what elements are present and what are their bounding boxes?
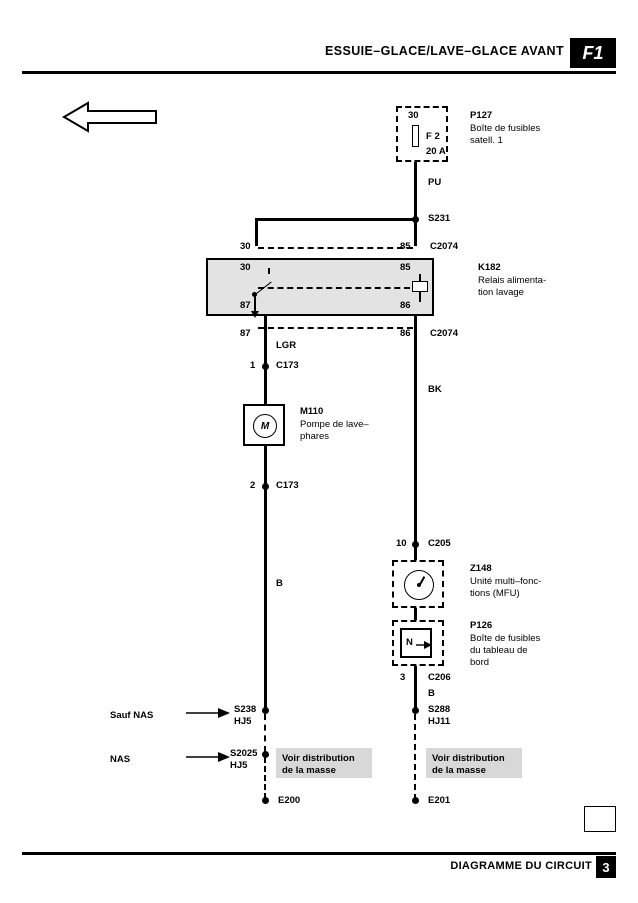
wire-color-b-left: B — [276, 578, 283, 589]
wire-color-pu: PU — [428, 177, 442, 188]
splice-s288-label: S288 — [428, 704, 451, 715]
splice-s2025-label: S2025 — [230, 748, 258, 759]
wire-s231-to-k182-pin85 — [414, 218, 417, 246]
m110-id: M110 — [300, 406, 324, 417]
wire-k182-87-to-c173 — [264, 316, 267, 366]
ground-distribution-note-left — [276, 748, 372, 778]
k182-coil-top-lead — [419, 274, 421, 282]
ground-note-left-line1: Voir distribution — [282, 753, 355, 764]
ground-e200-node — [262, 797, 269, 804]
wire-s231-to-k182-pin30 — [255, 218, 258, 246]
ground-e201-node — [412, 797, 419, 804]
p126-desc-line1: Boîte de fusibles — [470, 633, 541, 644]
wire-c173-to-s238 — [264, 488, 267, 710]
page-title: ESSUIE–GLACE/LAVE–GLACE AVANT — [325, 44, 564, 58]
k182-desc-line2: tion lavage — [478, 287, 524, 298]
k182-coil-bottom-lead — [419, 292, 421, 302]
splice-s288-node — [412, 707, 419, 714]
ground-e200-label: E200 — [278, 795, 301, 806]
p126-arrow-icon — [416, 637, 432, 655]
k182-pin-30-top: 30 — [240, 241, 251, 252]
k182-pin30-internal-lead — [268, 268, 270, 274]
wire-s2025-to-e200-dashed — [264, 757, 266, 799]
section-badge: F1 — [570, 38, 616, 68]
ground-e201-label: E201 — [428, 795, 451, 806]
m110-desc-line2: phares — [300, 431, 330, 442]
p126-desc-line3: bord — [470, 657, 490, 668]
ground-distribution-note-right — [426, 748, 522, 778]
wire-z148-to-p126 — [414, 608, 417, 620]
p127-fuse-name: F 2 — [426, 131, 440, 142]
p126-desc-line2: du tableau de — [470, 645, 528, 656]
wire-k182-86-down — [414, 316, 417, 542]
header-rule — [22, 71, 616, 74]
p127-pin-30: 30 — [408, 110, 419, 121]
p127-desc-line1: Boîte de fusibles — [470, 123, 541, 134]
wire-p127-to-s231 — [414, 162, 417, 220]
p127-id: P127 — [470, 110, 493, 121]
footer-empty-box — [584, 806, 616, 832]
k182-conn-left-top: C2074 — [430, 241, 458, 252]
splice-s238-label: S238 — [234, 704, 257, 715]
m110-conn-out: C173 — [276, 480, 299, 491]
k182-pin-87-out: 87 — [240, 328, 251, 339]
p127-desc-line2: satell. 1 — [470, 135, 503, 146]
wire-p126-to-c206 — [414, 666, 417, 712]
k182-connector-dash-bottom — [258, 327, 413, 329]
m110-conn-in: C173 — [276, 360, 299, 371]
footer-title: DIAGRAMME DU CIRCUIT — [450, 860, 592, 872]
k182-pin-85-inner: 85 — [400, 262, 411, 273]
ground-note-right-line1: Voir distribution — [432, 753, 505, 764]
sauf-nas-arrow-icon — [186, 706, 230, 724]
p127-fuse-rating: 20 A — [426, 146, 446, 157]
k182-coil-icon — [412, 281, 428, 292]
m110-pin-in: 1 — [250, 360, 256, 371]
p126-pin-out: 3 — [400, 672, 406, 683]
ground-note-left-line2: de la masse — [282, 765, 336, 776]
k182-pin-87-inner: 87 — [240, 300, 251, 311]
wire-s238-to-s2025-dashed — [264, 714, 266, 752]
k182-conn-right-bottom: C2074 — [430, 328, 458, 339]
splice-s2025-sub: HJ5 — [230, 760, 248, 771]
splice-s238-sub: HJ5 — [234, 716, 252, 727]
z148-desc-line1: Unité multi–fonc- — [470, 576, 542, 587]
ground-note-right-line2: de la masse — [432, 765, 486, 776]
p126-symbol: N — [406, 637, 413, 648]
nas-arrow-icon — [186, 750, 230, 768]
p126-conn-out: C206 — [428, 672, 451, 683]
k182-contact-arrow-icon — [250, 305, 260, 323]
wire-color-lgr: LGR — [276, 340, 297, 351]
splice-s231-label: S231 — [428, 213, 451, 224]
wire-c205-to-z148 — [414, 546, 417, 560]
splice-s288-sub: HJ11 — [428, 716, 451, 727]
wire-color-b-right: B — [428, 688, 435, 699]
note-nas: NAS — [110, 754, 131, 765]
z148-id: Z148 — [470, 563, 492, 574]
note-sauf-nas: Sauf NAS — [110, 710, 154, 721]
wire-c173-to-m110 — [264, 368, 267, 404]
k182-pin-85-top: 85 — [400, 241, 411, 252]
footer-page-number: 3 — [596, 856, 616, 878]
k182-desc-line1: Relais alimenta- — [478, 275, 547, 286]
z148-desc-line2: tions (MFU) — [470, 588, 520, 599]
wire-color-bk: BK — [428, 384, 442, 395]
m110-desc-line1: Pompe de lave– — [300, 419, 369, 430]
m110-pin-out: 2 — [250, 480, 256, 491]
wire-s288-to-e201-dashed — [414, 714, 416, 800]
z148-gauge-icon — [404, 570, 434, 600]
k182-pin-86-inner: 86 — [400, 300, 411, 311]
continuation-arrow-icon — [62, 100, 158, 139]
m110-motor-icon: M — [253, 414, 277, 438]
k182-connector-dash-top — [258, 247, 413, 249]
z148-conn-in: C205 — [428, 538, 451, 549]
k182-pin-86-out: 86 — [400, 328, 411, 339]
k182-mechanical-link-dash — [258, 287, 410, 289]
p126-id: P126 — [470, 620, 493, 631]
k182-pin-30-inner: 30 — [240, 262, 251, 273]
wire-m110-to-c173-out — [264, 446, 267, 484]
splice-s238-node — [262, 707, 269, 714]
footer-rule — [22, 852, 616, 855]
k182-id: K182 — [478, 262, 501, 273]
fuse-element-icon — [412, 125, 419, 147]
z148-pin-in: 10 — [396, 538, 407, 549]
wire-s231-bus — [255, 218, 415, 221]
